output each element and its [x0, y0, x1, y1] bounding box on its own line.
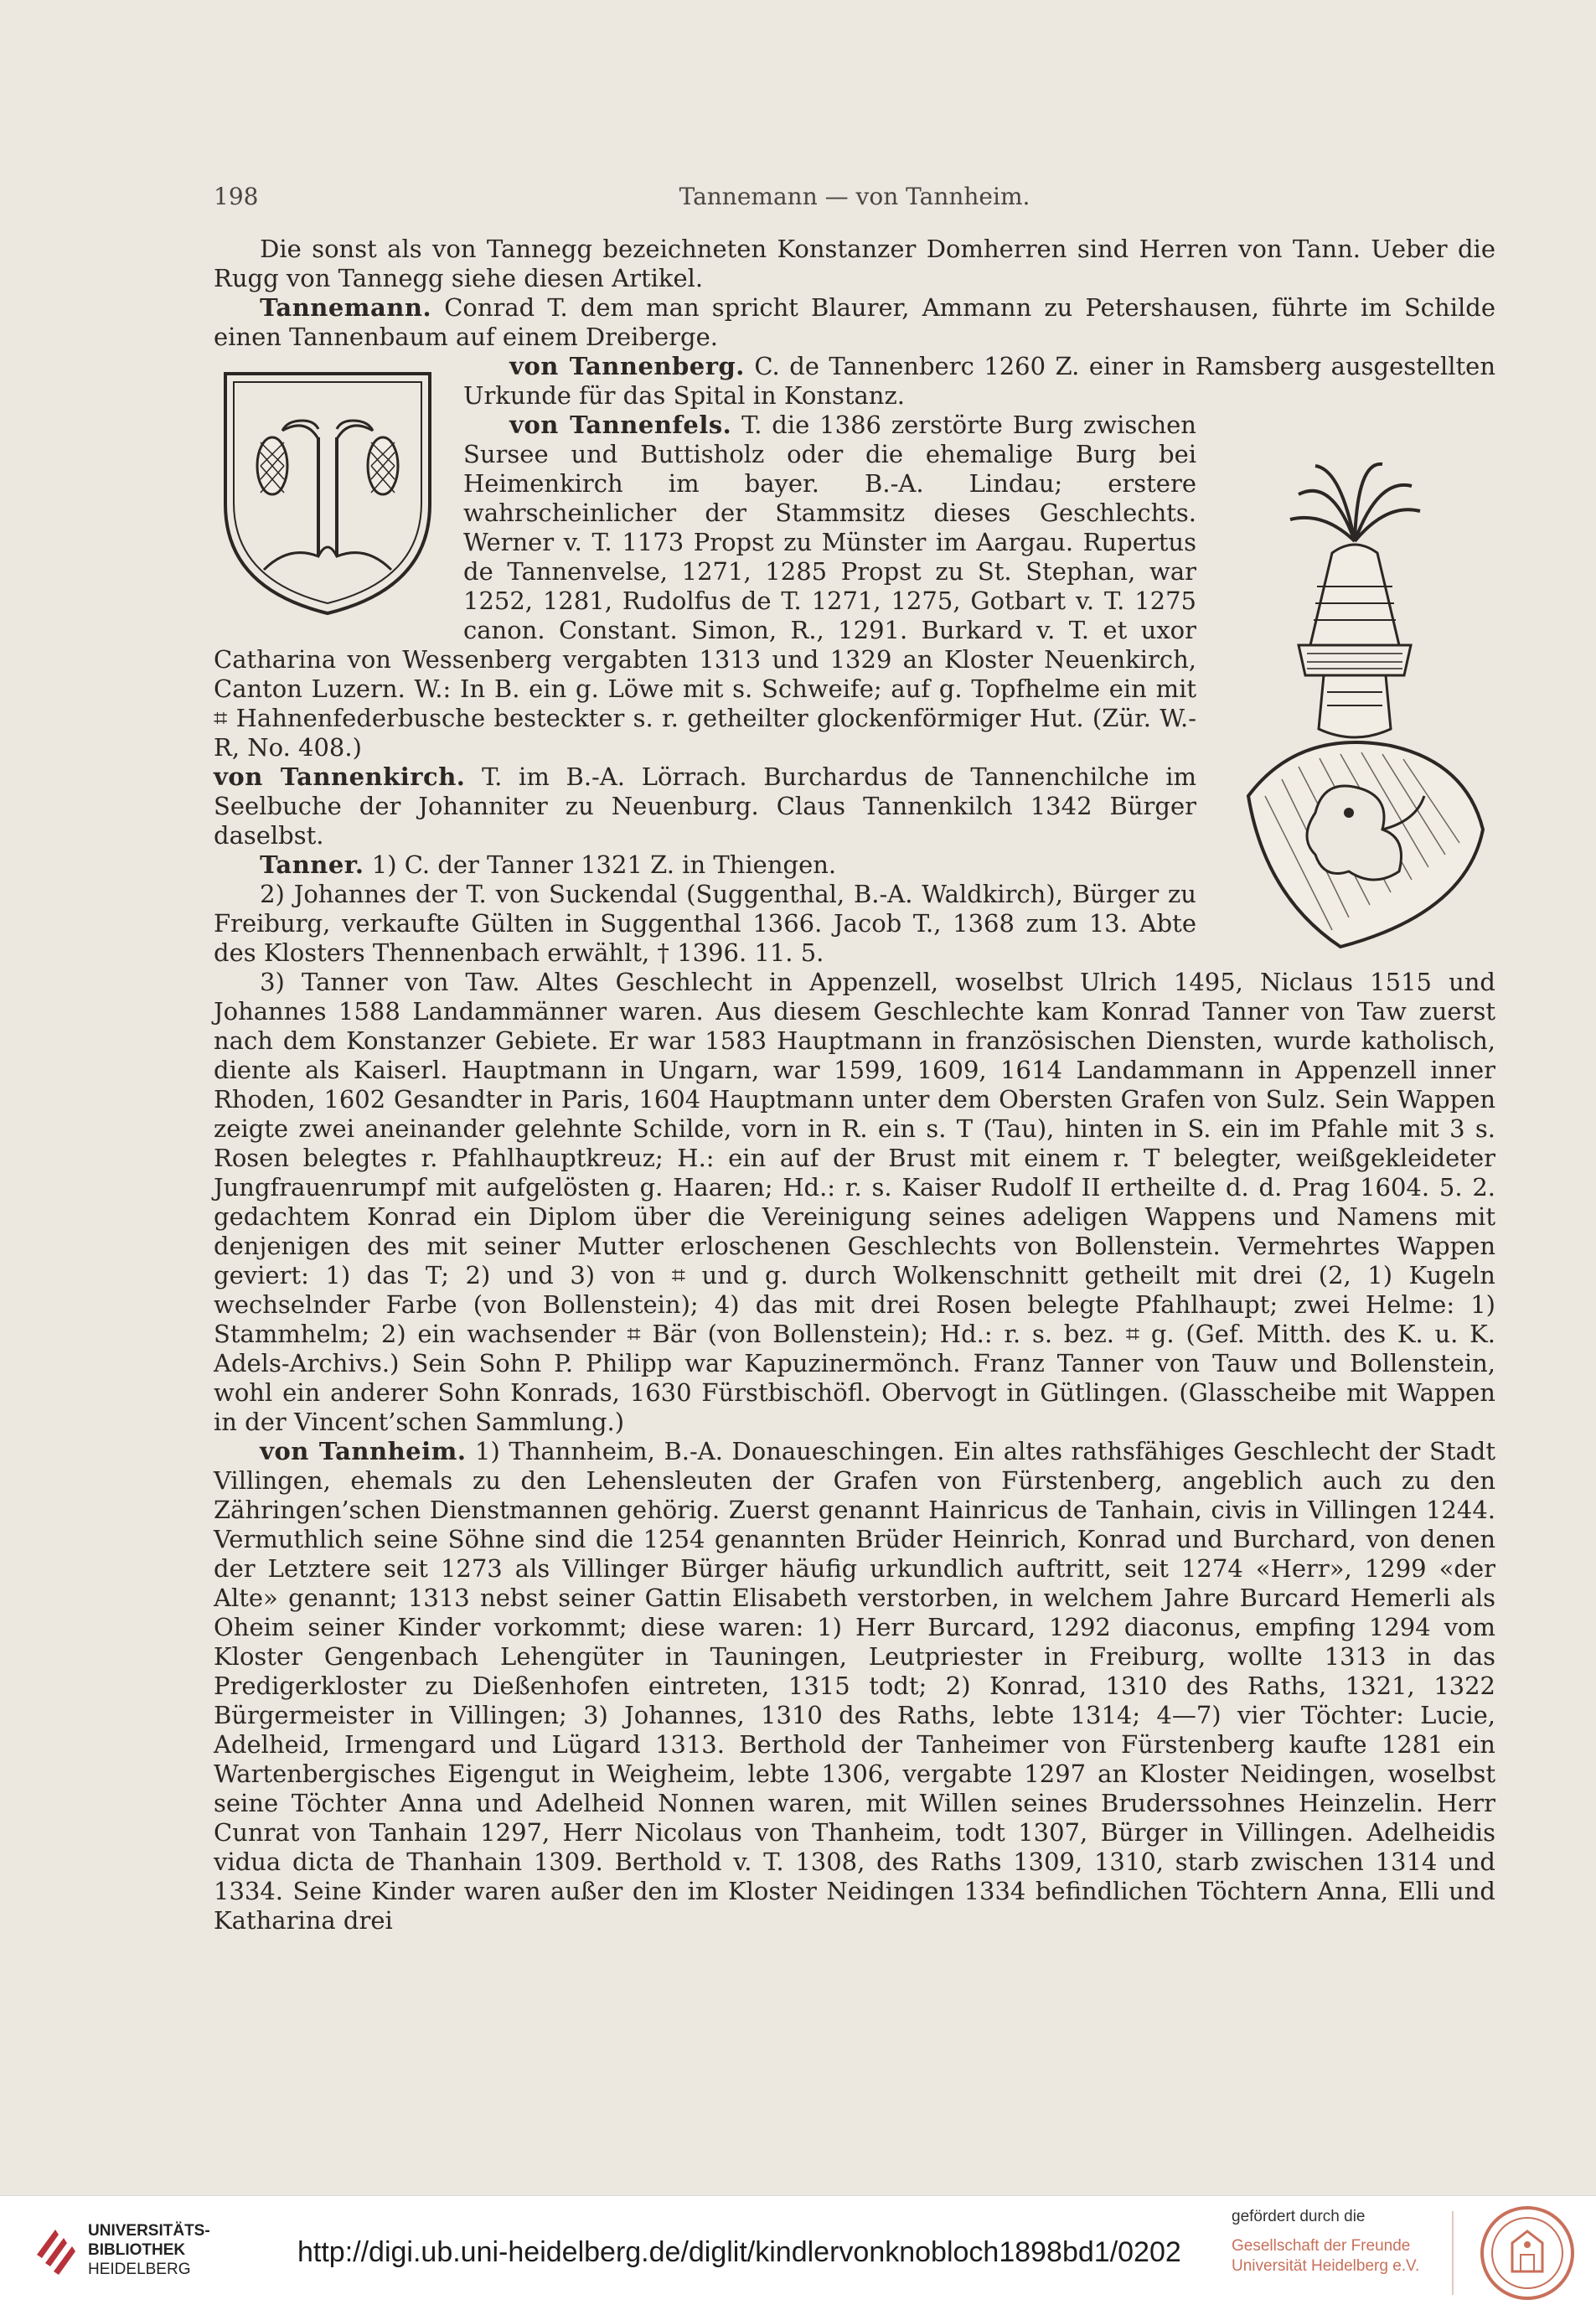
- entry-text: Conrad T. dem man spricht Blaurer, Ammann zu Petershausen, führte im Schilde einen Tannenbaum auf einem Dreiberge.: [214, 293, 1495, 351]
- library-line: UNIVERSITÄTS-: [88, 2222, 210, 2240]
- entry-keyword: Tanner.: [260, 850, 364, 879]
- viewer-footer: [0, 2195, 1596, 2310]
- sponsor-label: gefördert durch die: [1232, 2208, 1366, 2225]
- sponsor-line: Gesellschaft der Freunde: [1232, 2237, 1411, 2255]
- university-seal-icon: [1479, 2204, 1576, 2302]
- paragraph: [214, 235, 1495, 293]
- entry-text: 3) Tanner von Taw. Altes Geschlecht in Appenzell, woselbst Ulrich 1495, Niclaus 1515 und Johannes 1588 Landammänner waren. Aus diesem Geschlechte kam Konrad Tanner von Taw zuerst nach dem Konstanzer Gebiete. Er war 1583 Hauptmann in französischen Diensten, wurde katholisch, diente als Kaiserl. Hauptmann in Ungarn, war 1599, 1609, 1614 Landammann in Appenzell inner Rhoden, 1602 Gesandter in Paris, 1604 Hauptmann unter dem Obersten Grafen von Sulz. Sein Wappen zeigte zwei aneinander gelehnte Schilde, vorn in R. ein s. T (Tau), hinten in S. ein im Pfahle mit 3 s. Rosen belegtes r. Pfahlhauptkreuz; H.: ein auf der Brust mit einem r. T belegter, weißgekleideter Jungfrauenrumpf mit aufgelösten g. Haaren; Hd.: r. s. Kaiser Rudolf II ertheilte d. d. Prag 1604. 5. 2. gedachtem Konrad ein Diplom über die Vereinigung seines adeligen Wappens und Namens mit denjenigen des mit seiner Mutter erloschenen Geschlechts von Bollenstein. Vermehrtes Wappen geviert: 1) das T; 2) und 3) von ⌗ und g. durch Wolkenschnitt getheilt mit drei (2, 1) Kugeln wechselnder Farbe (von Bollenstein); 4) das mit drei Rosen belegte Pfahlhaupt; zwei Helme: 1) Stammhelm; 2) ein wachsender ⌗ Bär (von Bollenstein); Hd.: r. s. bez. ⌗ g. (Gef. Mitth. des K. u. K. Adels-Archivs.) Sein Sohn P. Philipp war Kapuzinermönch. Franz Tanner von Tauw und Bollenstein, wohl ein anderer Sohn Konrads, 1630 Fürstbischöfl. Obervogt in Gütlingen. (Glasscheibe mit Wappen in der Vincent’schen Sammlung.): [214, 968, 1495, 1436]
- entry-keyword: Tannemann.: [260, 293, 432, 322]
- library-line: BIBLIOTHEK: [88, 2241, 186, 2259]
- coat-of-arms-shield-icon: [214, 362, 442, 623]
- entry-text: 1) C. der Tanner 1321 Z. in Thiengen.: [364, 850, 837, 879]
- ub-heidelberg-logo-icon: [34, 2221, 77, 2276]
- library-name: [88, 2221, 210, 2279]
- permalink-url[interactable]: http://digi.ub.uni-heidelberg.de/diglit/kindlervonknobloch1898bd1/0202: [297, 2236, 1181, 2268]
- paragraph: [214, 968, 1495, 1437]
- entry-text: 2) Johannes der T. von Suckendal (Suggenthal, B.-A. Waldkirch), Bürger zu Freiburg, verkaufte Gülten in Suggenthal 1366. Jacob T., 1368 zum 13. Abte des Klosters Thennenbach erwählt, † 1396. 11. 5.: [214, 880, 1196, 967]
- entry-text: T. im B.-A. Lörrach. Burchardus de Tannenchilche im Seelbuche der Johanniter zu Neuenburg. Claus Tannenkilch 1342 Bürger daselbst.: [214, 762, 1196, 850]
- entry-text: C. de Tannenberc 1260 Z. einer in Ramsberg ausgestellten Urkunde für das Spital in Konstanz.: [463, 352, 1495, 410]
- entry-keyword: von Tannenberg.: [509, 352, 745, 380]
- entry-text: T. die 1386 zerstörte Burg zwischen Sursee und Buttisholz oder die ehemalige Burg bei Heimenkirch im bayer. B.-A. Lindau; erstere wahrscheinlicher der Stammsitz dieses Geschlechts. Werner v. T. 1173 Propst zu Münster im Aargau. Rupertus de Tannenvelse, 1271, 1285 Propst zu St. Stephan, war 1252, 1281, Rudolfus de T. 1271, 1275, Gotbart v. T. 1275 canon. Constant. Simon, R., 1291. Burkard v. T. et uxor Catharina von Wessenberg vergabten 1313 und 1329 an Kloster Neuenkirch, Canton Luzern. W.: In B. ein g. Löwe mit s. Schweife; auf g. Topfhelme ein mit ⌗ Hahnenfederbusche besteckter s. r. getheilter glockenförmiger Hut. (Zür. W.-R, No. 408.): [214, 411, 1196, 762]
- sponsor-line: Universität Heidelberg e.V.: [1232, 2257, 1420, 2275]
- running-title: Tannemann — von Tannheim.: [679, 183, 1030, 210]
- coat-of-arms-right: [1215, 461, 1495, 955]
- entry-keyword: von Tannenfels.: [509, 411, 732, 439]
- coat-of-arms-left: [214, 362, 442, 623]
- page-header: [214, 183, 1495, 216]
- entry-text: 1) Thannheim, B.-A. Donaueschingen. Ein altes rathsfähiges Geschlecht der Stadt Villingen, ehemals zu den Lehensleuten der Grafen von Fürstenberg, angeblich auch zu den Zähringen’schen Dienstmannen gehörig. Zuerst genannt Hainricus de Tanhain, civis in Villingen 1244. Vermuthlich seine Söhne sind die 1254 genannten Brüder Heinrich, Konrad und Burchard, von denen der Letztere seit 1273 als Villinger Bürger häufig urkundlich auftritt, seit 1274 «Herr», 1299 «der Alte» genannt; 1313 nebst seiner Gattin Elisabeth verstorben, in welchem Jahre Burcard Hemerli als Oheim seiner Kinder vorkommt; diese waren: 1) Herr Burcard, 1292 diaconus, empfing 1294 vom Kloster Gengenbach Lehengüter in Tauningen, Leutpriester in Freiburg, wollte 1313 in das Predigerkloster zu Dießenhofen eintreten, 1315 todt; 2) Konrad, 1310 des Raths, 1321, 1322 Bürgermeister in Villingen; 3) Johannes, 1310 des Raths, lebte 1314; 4—7) vier Töchter: Lucie, Adelheid, Irmengard und Lügard 1313. Berthold der Tanheimer von Fürstenberg kaufte 1281 ein Wartenbergisches Eigengut in Weigheim, lebte 1306, vergabte 1297 an Kloster Neidingen, woselbst seine Töchter Anna und Adelheid Nonnen waren, mit Willen seines Bruderssohnes Heinzelin. Herr Cunrat von Tanhain 1297, Herr Nicolaus von Thanheim, todt 1307, Bürger in Villingen. Adelheidis vidua dicta de Thanhain 1309. Berthold v. T. 1308, des Raths 1309, 1310, starb zwischen 1314 und 1334. Seine Kinder waren außer den im Kloster Neidingen 1334 befindlichen Töchtern Anna, Elli und Katharina drei: [214, 1437, 1495, 1935]
- page-number: 198: [214, 183, 259, 210]
- entry-keyword: von Tannenkirch.: [214, 762, 466, 791]
- library-line: HEIDELBERG: [88, 2261, 191, 2278]
- body-text: [214, 235, 1495, 1935]
- paragraph: [214, 1437, 1495, 1935]
- paragraph: [214, 293, 1495, 352]
- entry-keyword: von Tannheim.: [260, 1437, 467, 1465]
- sponsor-name: [1232, 2236, 1419, 2276]
- footer-divider: [1452, 2211, 1454, 2295]
- coat-of-arms-helmet-icon: [1215, 461, 1495, 955]
- entry-text: Die sonst als von Tannegg bezeichneten Konstanzer Domherren sind Herren von Tann. Ueber die Rugg von Tannegg siehe diesen Artikel.: [214, 235, 1495, 292]
